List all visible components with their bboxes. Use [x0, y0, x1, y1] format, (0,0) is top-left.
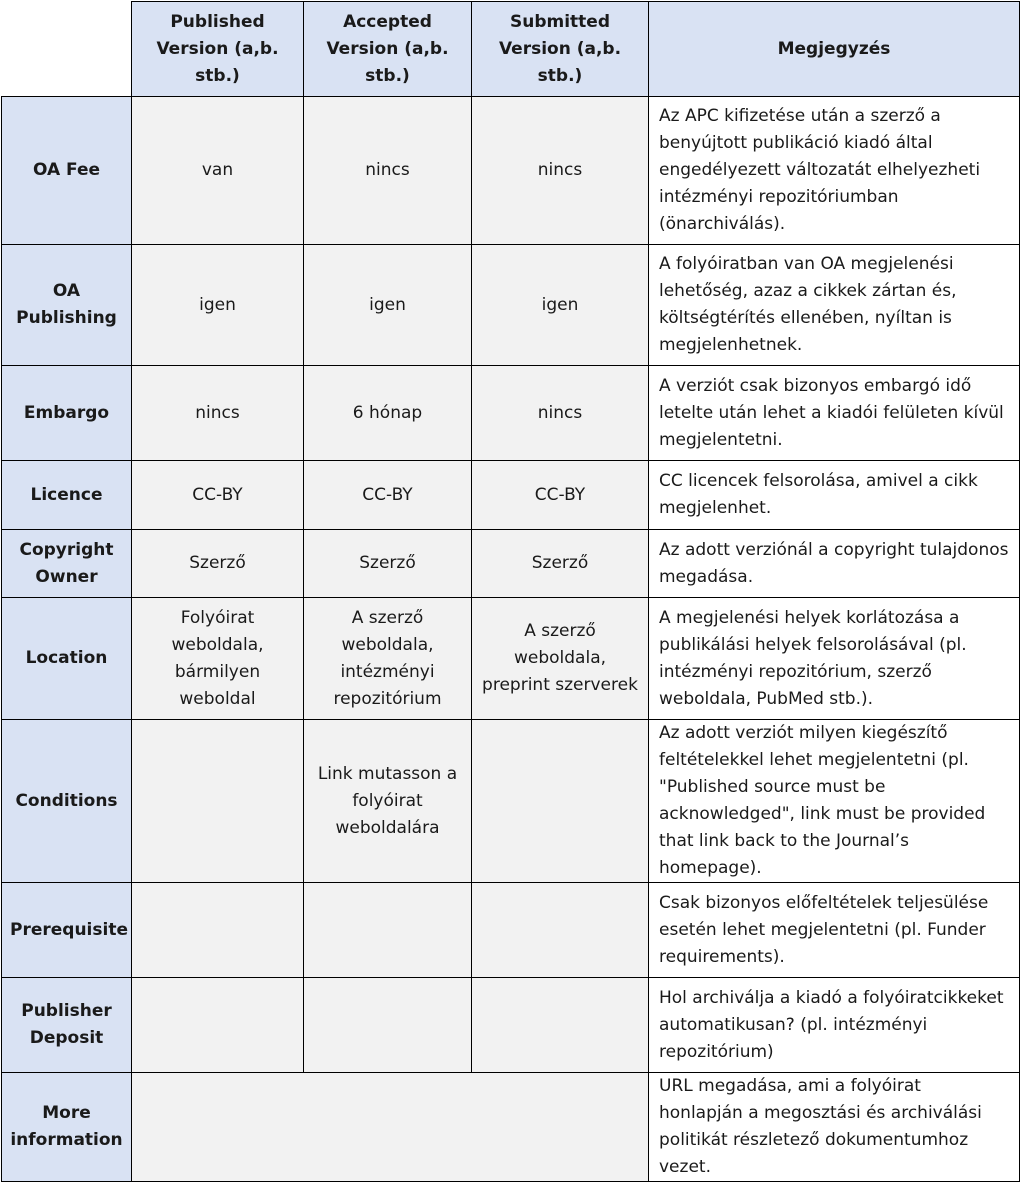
cell-note: URL megadása, ami a folyóirat honlapján a megosztási és archiválási politikát részletező dokumentumhoz vezet.	[649, 1073, 1020, 1182]
cell-accepted: Szerző	[304, 530, 472, 598]
row-copyright-owner	[2, 530, 1020, 598]
row-prerequisite	[2, 883, 1020, 978]
cell-accepted: 6 hónap	[304, 366, 472, 461]
row-licence	[2, 461, 1020, 530]
row-publisher-deposit	[2, 978, 1020, 1073]
cell-note: A megjelenési helyek korlátozása a publikálási helyek felsorolásával (pl. intézményi repozitórium, szerző weboldala, PubMed stb.).	[649, 598, 1020, 720]
cell-accepted	[304, 978, 472, 1073]
cell-note: Csak bizonyos előfeltételek teljesülése esetén lehet megjelentetni (pl. Funder requirements).	[649, 883, 1020, 978]
row-label: More information	[2, 1073, 132, 1182]
cell-published	[132, 978, 304, 1073]
cell-published	[132, 883, 304, 978]
cell-published: Szerző	[132, 530, 304, 598]
col-header-submitted: Submitted Version (a,b. stb.)	[472, 2, 649, 97]
cell-accepted	[304, 883, 472, 978]
cell-published: CC-BY	[132, 461, 304, 530]
cell-submitted	[472, 883, 649, 978]
cell-published: Folyóirat weboldala, bármilyen weboldal	[132, 598, 304, 720]
cell-accepted: A szerző weboldala, intézményi repozitórium	[304, 598, 472, 720]
row-label: Copyright Owner	[2, 530, 132, 598]
row-more-information	[2, 1073, 1020, 1182]
cell-submitted: nincs	[472, 366, 649, 461]
row-label: Publisher Deposit	[2, 978, 132, 1073]
cell-note: Hol archiválja a kiadó a folyóiratcikkeket automatikusan? (pl. intézményi repozitórium)	[649, 978, 1020, 1073]
col-header-published: Published Version (a,b. stb.)	[132, 2, 304, 97]
row-label: Prerequisite	[2, 883, 132, 978]
row-location	[2, 598, 1020, 720]
row-label: Licence	[2, 461, 132, 530]
cell-merged	[132, 1073, 649, 1182]
cell-submitted: A szerző weboldala, preprint szerverek	[472, 598, 649, 720]
cell-accepted: CC-BY	[304, 461, 472, 530]
cell-note: Az adott verziónál a copyright tulajdonos megadása.	[649, 530, 1020, 598]
row-oa-fee	[2, 97, 1020, 245]
row-label: OA Fee	[2, 97, 132, 245]
row-oa-publishing	[2, 245, 1020, 366]
cell-submitted: nincs	[472, 97, 649, 245]
cell-submitted: Szerző	[472, 530, 649, 598]
cell-submitted	[472, 978, 649, 1073]
col-header-accepted: Accepted Version (a,b. stb.)	[304, 2, 472, 97]
row-label: OA Publishing	[2, 245, 132, 366]
cell-note: CC licencek felsorolása, amivel a cikk megjelenhet.	[649, 461, 1020, 530]
row-conditions	[2, 720, 1020, 883]
cell-submitted: igen	[472, 245, 649, 366]
col-header-note: Megjegyzés	[649, 2, 1020, 97]
cell-note: Az APC kifizetése után a szerző a benyújtott publikáció kiadó által engedélyezett változatát elhelyezheti intézményi repozitóriumban (önarchiválás).	[649, 97, 1020, 245]
cell-accepted: Link mutasson a folyóirat weboldalára	[304, 720, 472, 883]
cell-published: van	[132, 97, 304, 245]
cell-published	[132, 720, 304, 883]
cell-note: Az adott verziót milyen kiegészítő feltételekkel lehet megjelentetni (pl. "Published source must be acknowledged", link must be provided that link back to the Journal’s homepage).	[649, 720, 1020, 883]
cell-note: A verziót csak bizonyos embargó idő letelte után lehet a kiadói felületen kívül megjelentetni.	[649, 366, 1020, 461]
row-label: Conditions	[2, 720, 132, 883]
cell-published: igen	[132, 245, 304, 366]
corner-cell	[2, 2, 132, 97]
row-label: Location	[2, 598, 132, 720]
cell-accepted: igen	[304, 245, 472, 366]
oa-policy-table	[1, 1, 1020, 1182]
cell-note: A folyóiratban van OA megjelenési lehetőség, azaz a cikkek zártan és, költségtérítés ellenében, nyíltan is megjelenhetnek.	[649, 245, 1020, 366]
row-embargo	[2, 366, 1020, 461]
header-row	[2, 2, 1020, 97]
cell-published: nincs	[132, 366, 304, 461]
cell-submitted	[472, 720, 649, 883]
row-label: Embargo	[2, 366, 132, 461]
cell-accepted: nincs	[304, 97, 472, 245]
cell-submitted: CC-BY	[472, 461, 649, 530]
